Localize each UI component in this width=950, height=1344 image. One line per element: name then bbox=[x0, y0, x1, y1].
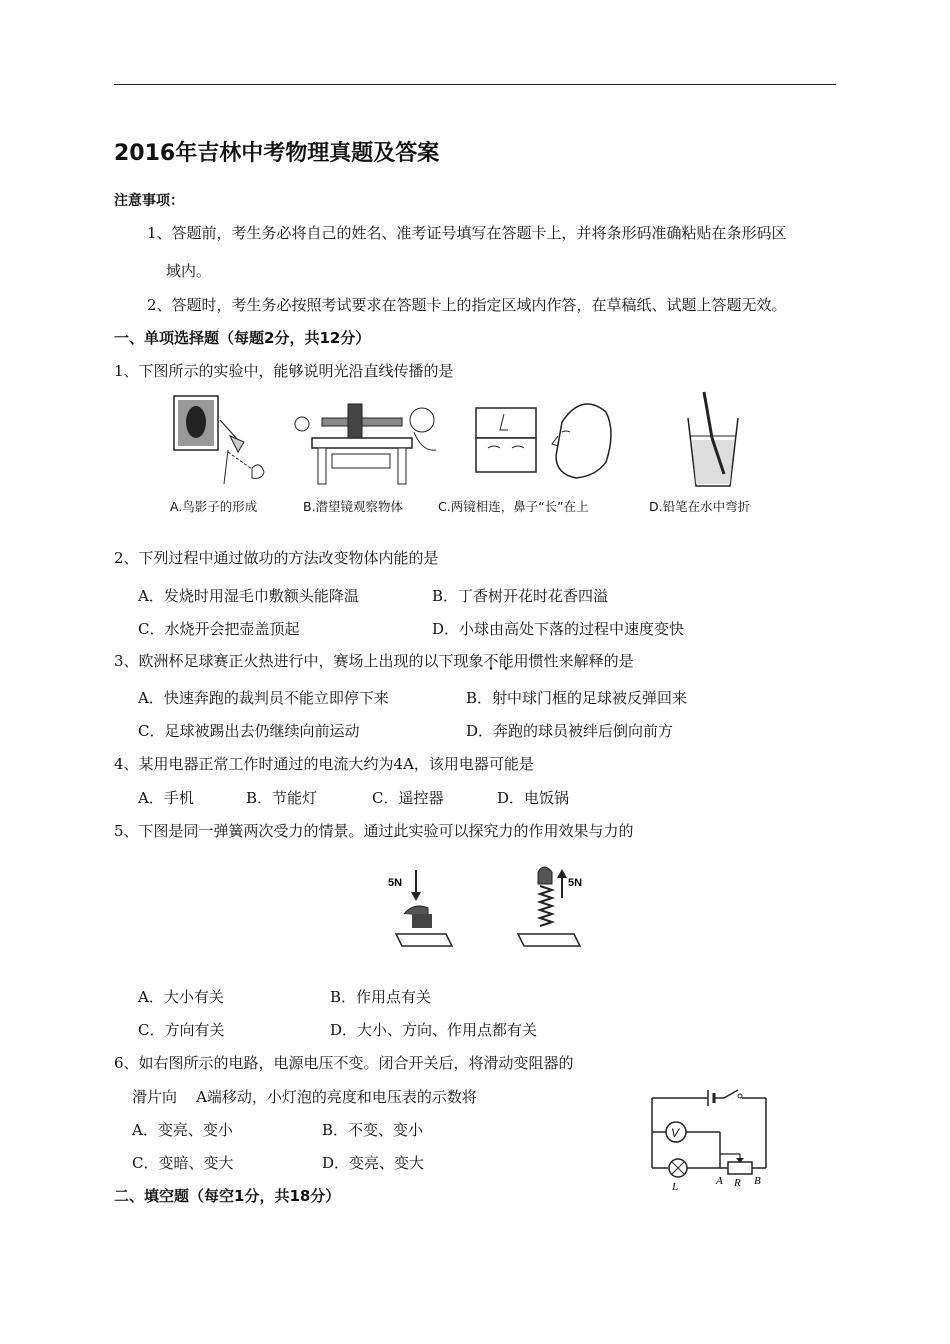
q4-option-b: B．节能灯 bbox=[246, 789, 318, 807]
q2-option-d: D．小球由高处下落的过程中速度变快 bbox=[432, 620, 685, 638]
q3-option-d: D．奔跑的球员被绊后倒向前方 bbox=[466, 722, 674, 740]
q6-circuit-diagram bbox=[640, 1082, 780, 1192]
q1-caption-a: A.鸟影子的形成 bbox=[170, 499, 258, 514]
header-rule bbox=[114, 84, 836, 85]
q1-stem: 1、下图所示的实验中，能够说明光沿直线传播的是 bbox=[114, 362, 454, 380]
q6-stem-line-1: 6、如右图所示的电路，电源电压不变。闭合开关后，将滑动变阻器的 bbox=[114, 1054, 574, 1072]
q3-stem-post: 用惯性来解释的是 bbox=[513, 652, 634, 670]
q5-figure-spring-pulled bbox=[510, 858, 600, 958]
q3-option-b: B．射中球门框的足球被反弹回来 bbox=[466, 689, 688, 707]
q1-caption-d: D.铅笔在水中弯折 bbox=[649, 499, 751, 514]
section-1-heading: 一、单项选择题（每题2分，共12分） bbox=[114, 329, 371, 347]
voltmeter-label: V bbox=[671, 1126, 680, 1140]
q4-option-a: A．手机 bbox=[138, 789, 194, 807]
notice-heading: 注意事项： bbox=[114, 193, 184, 209]
q3-stem bbox=[114, 650, 634, 671]
terminal-a-label: A bbox=[716, 1175, 723, 1187]
q2-option-b: B．丁香树开花时花香四溢 bbox=[432, 587, 609, 605]
page-title: 2016年吉林中考物理真题及答案 bbox=[114, 141, 440, 166]
notice-item-2: 2、答题时，考生务必按照考试要求在答题卡上的指定区域内作答，在草稿纸、试题上答题无效。 bbox=[147, 296, 787, 314]
q2-option-c: C．水烧开会把壶盖顶起 bbox=[138, 620, 300, 638]
notice-item-1-line-2: 域内。 bbox=[166, 262, 212, 280]
q1-caption-c: C.两镜相连，鼻子“长”在上 bbox=[438, 499, 589, 514]
q3-stem-pre: 3、欧洲杯足球赛正火热进行中，赛场上出现的以下现象 bbox=[114, 652, 484, 670]
q3-emphasis-1: 不 bbox=[483, 652, 499, 670]
q6-option-b: B．不变、变小 bbox=[322, 1121, 424, 1139]
q5-option-c: C．方向有关 bbox=[138, 1021, 225, 1039]
q5-force-right-label: 5N bbox=[568, 877, 583, 889]
q3-option-a: A．快速奔跑的裁判员不能立即停下来 bbox=[138, 689, 389, 707]
terminal-b-label: B bbox=[754, 1175, 761, 1187]
q6-option-a: A．变亮、变小 bbox=[132, 1121, 233, 1139]
q5-option-d: D．大小、方向、作用点都有关 bbox=[330, 1021, 538, 1039]
q5-option-a: A．大小有关 bbox=[138, 988, 224, 1006]
q5-force-left-label: 5N bbox=[388, 877, 403, 889]
q1-figure-mirrors-face bbox=[466, 392, 616, 492]
q1-figure-bird-shadow bbox=[168, 392, 278, 492]
q1-caption-b: B.潜望镜观察物体 bbox=[303, 499, 404, 514]
notice-item-1-line-1: 1、答题前，考生务必将自己的姓名、准考证号填写在答题卡上，并将条形码准确粘贴在条形码区 bbox=[147, 224, 787, 242]
q3-emphasis-2: 能 bbox=[498, 652, 514, 670]
q4-option-c: C．遥控器 bbox=[372, 789, 444, 807]
lamp-label: L bbox=[672, 1181, 679, 1192]
section-2-heading: 二、填空题（每空1分，共18分） bbox=[114, 1187, 341, 1205]
q1-figure-pencil-water bbox=[678, 388, 748, 492]
q3-option-c: C．足球被踢出去仍继续向前运动 bbox=[138, 722, 360, 740]
q4-option-d: D．电饭锅 bbox=[497, 789, 570, 807]
q5-figure-spring-pushed bbox=[384, 858, 464, 958]
q1-figure-periscope bbox=[282, 392, 442, 492]
q6-option-c: C．变暗、变大 bbox=[132, 1154, 234, 1172]
q6-stem-line-2: 滑片向 A端移动，小灯泡的亮度和电压表的示数将 bbox=[132, 1088, 477, 1106]
q5-option-b: B．作用点有关 bbox=[330, 988, 432, 1006]
q6-option-d: D．变亮、变大 bbox=[322, 1154, 425, 1172]
q2-stem: 2、下列过程中通过做功的方法改变物体内能的是 bbox=[114, 549, 439, 567]
rheostat-label: R bbox=[734, 1177, 741, 1189]
q4-stem: 4、某用电器正常工作时通过的电流大约为4A，该用电器可能是 bbox=[114, 755, 534, 773]
q2-option-a: A．发烧时用湿毛巾敷额头能降温 bbox=[138, 587, 359, 605]
q5-stem: 5、下图是同一弹簧两次受力的情景。通过此实验可以探究力的作用效果与力的 bbox=[114, 822, 634, 840]
